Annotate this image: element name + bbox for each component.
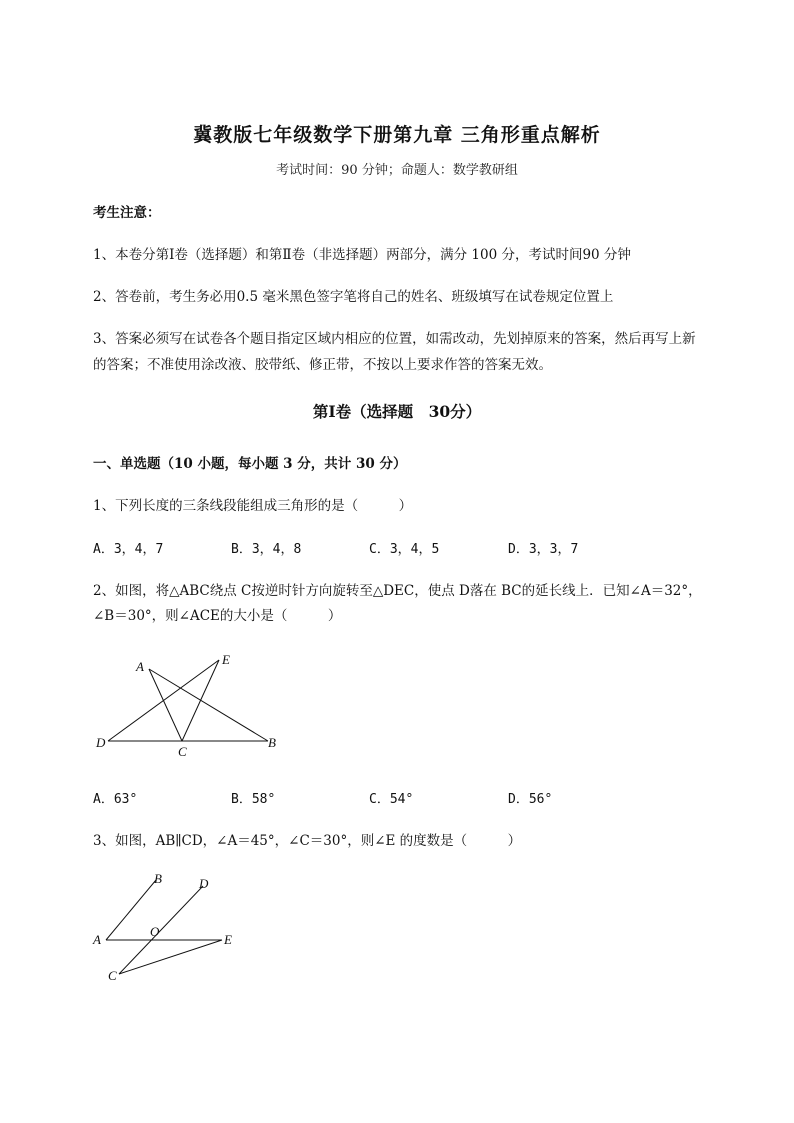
label-b: B bbox=[268, 735, 276, 750]
label-c: C bbox=[178, 744, 187, 758]
triangle-rotation-figure bbox=[88, 648, 288, 758]
label-a: A bbox=[136, 659, 144, 674]
q2-option-c[interactable]: C．54° bbox=[369, 792, 414, 807]
label-e: E bbox=[222, 652, 230, 667]
label-a: A bbox=[93, 932, 101, 947]
line-ce bbox=[119, 940, 222, 974]
question-3-stem: 3、如图，AB∥CD，∠A＝45°，∠C＝30°，则∠E 的度数是（ ） bbox=[93, 833, 522, 849]
notice-item-3: 3、答案必须写在试卷各个题目指定区域内相应的位置，如需改动，先划掉原来的答案，然后再写上新 bbox=[93, 331, 696, 347]
q2-option-d[interactable]: D．56° bbox=[508, 792, 553, 807]
line-ec bbox=[182, 660, 219, 741]
question-1-stem: 1、下列长度的三条线段能组成三角形的是（ ） bbox=[93, 498, 413, 514]
notice-item-2: 2、答卷前，考生务必用0.5 毫米黑色签字笔将自己的姓名、班级填写在试卷规定位置上 bbox=[93, 289, 614, 305]
question-2-stem-cont: ∠B＝30°，则∠ACE的大小是（ ） bbox=[93, 608, 342, 624]
label-c: C bbox=[108, 968, 117, 983]
page-title: 冀教版七年级数学下册第九章 三角形重点解析 bbox=[193, 124, 601, 146]
q1-option-a[interactable]: A．3，4，7 bbox=[93, 542, 164, 557]
line-ab bbox=[106, 880, 156, 940]
q2-option-a[interactable]: A．63° bbox=[93, 792, 138, 807]
exam-info: 考试时间：90 分钟；命题人：数学教研组 bbox=[276, 163, 518, 178]
section-title: 第Ⅰ卷（选择题 30分） bbox=[312, 402, 482, 421]
notice-item-3-cont: 的答案；不准使用涂改液、胶带纸、修正带，不按以上要求作答的答案无效。 bbox=[93, 357, 552, 373]
line-cd bbox=[119, 886, 203, 974]
notice-item-1: 1、本卷分第Ⅰ卷（选择题）和第Ⅱ卷（非选择题）两部分，满分 100 分，考试时间90 分钟 bbox=[93, 247, 631, 263]
q1-option-d[interactable]: D．3，3，7 bbox=[508, 542, 579, 557]
label-e: E bbox=[224, 932, 232, 947]
label-o: O bbox=[150, 924, 160, 939]
q1-option-b[interactable]: B．3，4，8 bbox=[231, 542, 302, 557]
question-2-stem: 2、如图，将△ABC绕点 C按逆时针方向旋转至△DEC，使点 D落在 BC的延长线上．已知∠A＝32°， bbox=[93, 583, 702, 599]
line-de bbox=[108, 660, 219, 741]
label-b: B bbox=[154, 871, 162, 886]
line-ac bbox=[149, 669, 182, 741]
q1-option-c[interactable]: C．3，4，5 bbox=[369, 542, 440, 557]
parallel-lines-figure bbox=[88, 868, 248, 988]
q2-option-b[interactable]: B．58° bbox=[231, 792, 276, 807]
notice-heading: 考生注意： bbox=[93, 205, 161, 221]
label-d: D bbox=[199, 876, 209, 891]
part-heading: 一、单选题（10 小题，每小题 3 分，共计 30 分） bbox=[93, 456, 407, 472]
label-d: D bbox=[96, 735, 106, 750]
line-ab bbox=[149, 669, 268, 741]
